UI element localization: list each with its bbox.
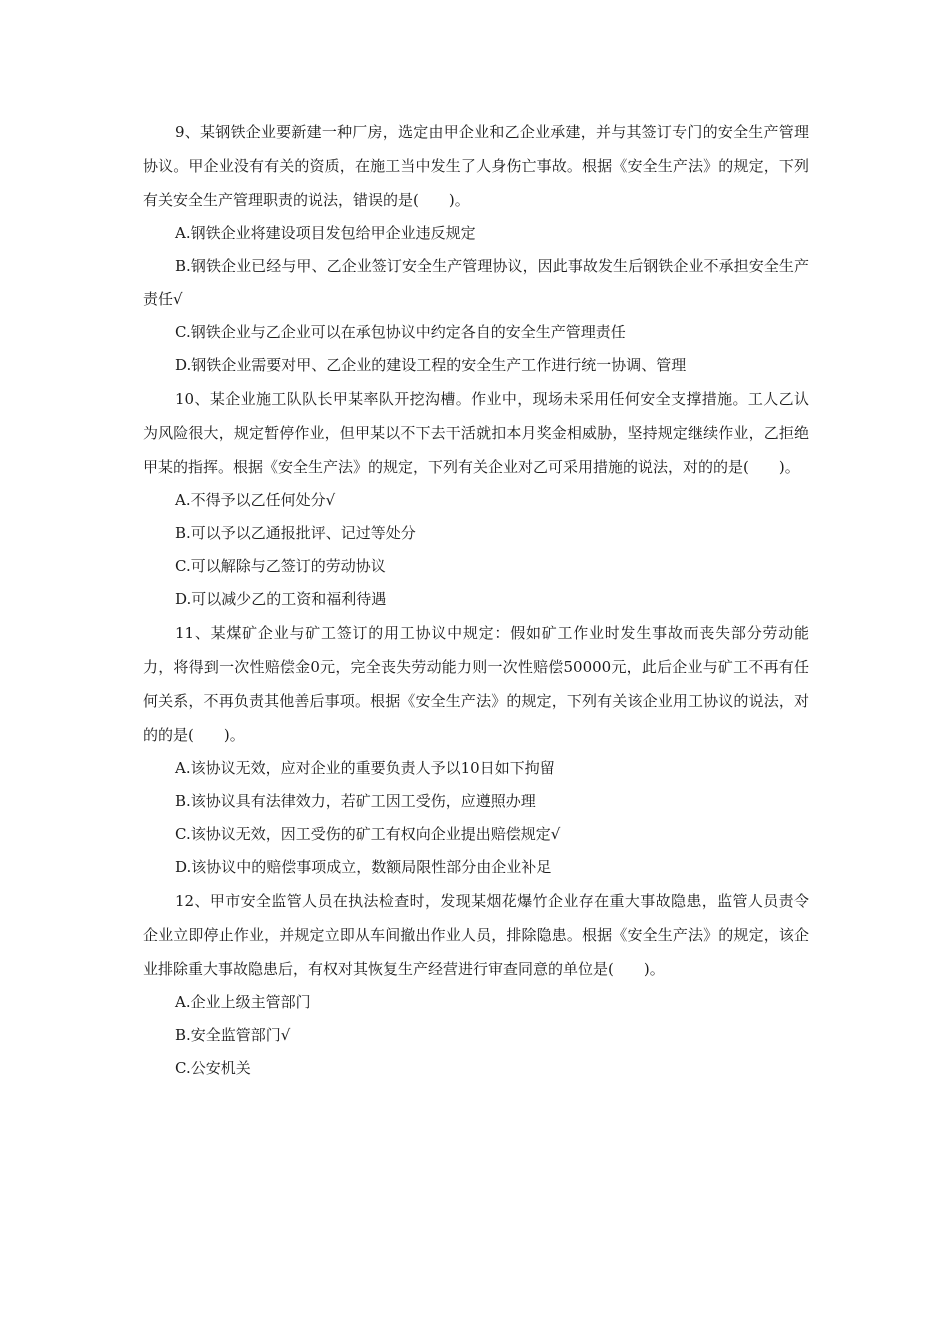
option-d: D.可以减少乙的工资和福利待遇 <box>175 590 387 608</box>
option-c: C.该协议无效，因工受伤的矿工有权向企业提出赔偿规定√ <box>175 825 561 843</box>
option-b: B.可以予以乙通报批评、记过等处分 <box>175 524 416 542</box>
option-a: A.钢铁企业将建设项目发包给甲企业违反规定 <box>175 224 476 242</box>
option-b: B.安全监管部门√ <box>175 1026 291 1044</box>
option-b: B.该协议具有法律效力，若矿工因工受伤，应遵照办理 <box>175 792 536 810</box>
option-c: C.可以解除与乙签订的劳动协议 <box>175 557 386 575</box>
option-a: A.企业上级主管部门 <box>175 993 311 1011</box>
question-stem: 9、某钢铁企业要新建一种厂房，选定由甲企业和乙企业承建，并与其签订专门的安全生产管理协议。甲企业没有有关的资质，在施工当中发生了人身伤亡事故。根据《安全生产法》的规定，下列有关安全生产管理职责的说法，错误的是( )。 <box>143 123 809 209</box>
question-stem: 10、某企业施工队队长甲某率队开挖沟槽。作业中，现场未采用任何安全支撑措施。工人乙认为风险很大，规定暂停作业，但甲某以不下去干活就扣本月奖金相威胁，坚持规定继续作业，乙拒绝甲某的指挥。根据《安全生产法》的规定，下列有关企业对乙可采用措施的说法，对的的是( )。 <box>143 390 809 476</box>
question-stem: 12、甲市安全监管人员在执法检查时，发现某烟花爆竹企业存在重大事故隐患，监管人员责令企业立即停止作业，并规定立即从车间撤出作业人员，排除隐患。根据《安全生产法》的规定，该企业排除重大事故隐患后，有权对其恢复生产经营进行审查同意的单位是( )。 <box>143 892 809 978</box>
option-d: D.钢铁企业需要对甲、乙企业的建设工程的安全生产工作进行统一协调、管理 <box>175 356 687 374</box>
document-page <box>143 115 809 1085</box>
option-c: C.钢铁企业与乙企业可以在承包协议中约定各自的安全生产管理责任 <box>175 323 626 341</box>
option-b: B.钢铁企业已经与甲、乙企业签订安全生产管理协议，因此事故发生后钢铁企业不承担安全生产责任√ <box>143 257 809 308</box>
question-9 <box>143 115 809 382</box>
option-c: C.公安机关 <box>175 1059 251 1077</box>
question-stem: 11、某煤矿企业与矿工签订的用工协议中规定：假如矿工作业时发生事故而丧失部分劳动能力，将得到一次性赔偿金0元，完全丧失劳动能力则一次性赔偿50000元，此后企业与矿工不再有任何关系，不再负责其他善后事项。根据《安全生产法》的规定，下列有关该企业用工协议的说法，对的的是( )。 <box>143 624 809 744</box>
option-a: A.该协议无效，应对企业的重要负责人予以10日如下拘留 <box>175 759 555 777</box>
question-10 <box>143 382 809 616</box>
option-d: D.该协议中的赔偿事项成立，数额局限性部分由企业补足 <box>175 858 552 876</box>
option-a: A.不得予以乙任何处分√ <box>175 491 336 509</box>
question-12 <box>143 884 809 1085</box>
question-11 <box>143 616 809 884</box>
